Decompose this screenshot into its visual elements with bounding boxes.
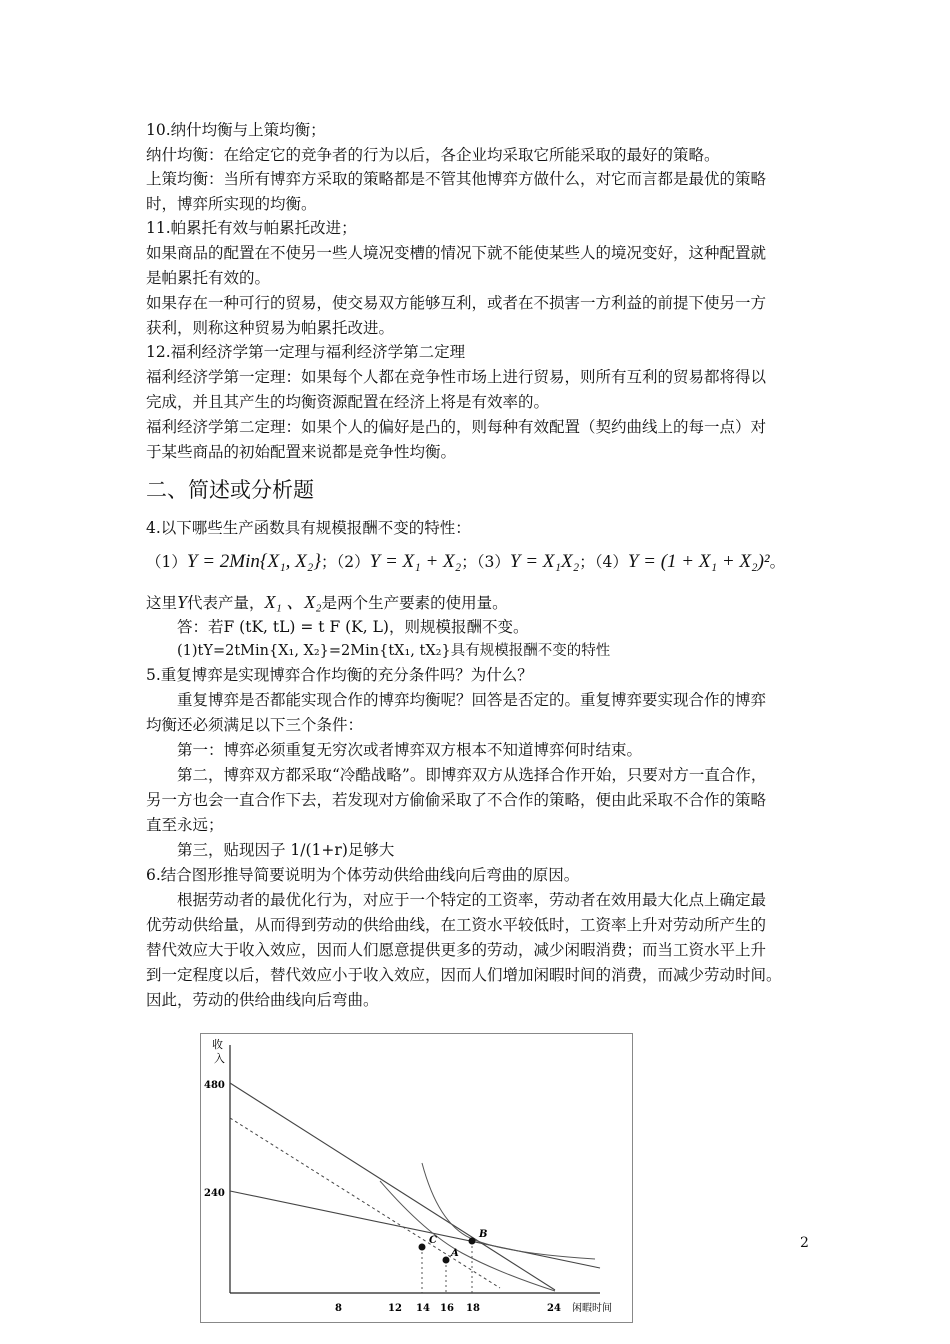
labor-supply-figure	[200, 1033, 633, 1323]
point-c	[419, 1244, 426, 1251]
label-c: C	[429, 1235, 437, 1246]
text-line: 完成，并且其产生的均衡资源配置在经济上将是有效率的。	[146, 393, 550, 411]
point-b	[469, 1238, 476, 1245]
y-tick-240: 240	[204, 1188, 225, 1199]
text-line: 福利经济学第二定理：如果个人的偏好是凸的，则每种有效配置（契约曲线上的每一点）对	[146, 418, 767, 436]
question-6-title: 6.结合图形推导简要说明为个体劳动供给曲线向后弯曲的原因。	[146, 866, 580, 884]
x-tick: 16	[440, 1303, 454, 1314]
text-line: 根据劳动者的最优化行为，对应于一个特定的工资率，劳动者在效用最大化点上确定最	[177, 891, 767, 909]
x-tick: 12	[388, 1303, 402, 1314]
section-heading: 二、简述或分析题	[146, 478, 314, 502]
text-line: 获利，则称这种贸易为帕累托改进。	[146, 319, 395, 337]
text-line: 10.纳什均衡与上策均衡；	[146, 121, 326, 139]
text-line: 福利经济学第一定理：如果每个人都在竞争性市场上进行贸易，则所有互利的贸易都将得以	[146, 368, 767, 386]
text-line: 到一定程度以后，替代效应小于收入效应，因而人们增加闲暇时间的消费，而减少劳动时间。	[146, 966, 782, 984]
text-line: 纳什均衡：在给定它的竞争者的行为以后，各企业均采取它所能采取的最好的策略。	[146, 146, 720, 164]
text-line: 重复博弈是否都能实现合作的博弈均衡呢？回答是否定的。重复博弈要实现合作的博弈	[177, 691, 767, 709]
text-line: 优劳动供给量，从而得到劳动的供给曲线，在工资水平较低时，工资率上升对劳动所产生的	[146, 916, 767, 934]
x-axis-label: 闲暇时间	[572, 1303, 612, 1314]
answer-line: (1)tY=2tMin{X₁, X₂}=2Min{tX₁, tX₂}具有规模报酬不变的特性	[177, 643, 611, 659]
answer-line: 答：若F (tK, tL) = t F (K, L)，则规模报酬不变。	[177, 618, 529, 636]
y-tick-480: 480	[204, 1080, 225, 1091]
y-label-top: 收	[212, 1038, 223, 1051]
text-line: 第二，博弈双方都采取“冷酷战略”。即博弈双方从选择合作开始，只要对方一直合作，	[177, 766, 767, 784]
text-line: 时，博弈所实现的均衡。	[146, 195, 317, 213]
x-tick: 14	[416, 1303, 430, 1314]
question-4-title: 4.以下哪些生产函数具有规模报酬不变的特性：	[146, 519, 471, 537]
text-line: 另一方也会一直合作下去，若发现对方偷偷采取了不合作的策略，便由此采取不合作的策略	[146, 791, 767, 809]
x-tick: 24	[547, 1303, 561, 1314]
text-line: 第一：博弈必须重复无穷次或者博弈双方根本不知道博弈何时结束。	[177, 741, 643, 759]
text-line: 第三，贴现因子 1/(1+r)足够大	[177, 841, 395, 859]
formula-1: Y = 2Min{X₁, X₂}	[186, 551, 321, 572]
text-line: 于某些商品的初始配置来说都是竞争性均衡。	[146, 443, 457, 461]
text-line: 如果商品的配置在不使另一些人境况变槽的情况下就不能使某些人的境况变好，这种配置就	[146, 244, 767, 262]
question-5-title: 5.重复博弈是实现博弈合作均衡的充分条件吗？为什么？	[146, 666, 533, 684]
text-line: 替代效应大于收入效应，因而人们愿意提供更多的劳动，减少闲暇消费；而当工资水平上升	[146, 941, 767, 959]
figure-frame	[201, 1034, 633, 1323]
x-tick: 8	[335, 1303, 342, 1314]
label-b: B	[479, 1229, 488, 1240]
variable-note: 这里Y代表产量，X₁ 、X₂是两个生产要素的使用量。	[146, 592, 508, 612]
point-a	[443, 1257, 450, 1264]
text-line: 直至永远；	[146, 816, 224, 834]
text-line: 是帕累托有效的。	[146, 269, 271, 287]
text-line: 均衡还必须满足以下三个条件：	[146, 716, 364, 734]
text-line: 上策均衡：当所有博弈方采取的策略都是不管其他博弈方做什么，对它而言都是最优的策略	[146, 170, 767, 188]
formula-4: Y = (1 + X₁ + X₂)²	[627, 551, 770, 572]
text-line: 12.福利经济学第一定理与福利经济学第二定理	[146, 343, 466, 361]
formula-3: Y = X₁X₂	[509, 551, 580, 572]
page-number: 2	[800, 1235, 809, 1251]
text-line: 11.帕累托有效与帕累托改进；	[146, 219, 357, 237]
text-line: 如果存在一种可行的贸易，使交易双方能够互利，或者在不损害一方利益的前提下使另一方	[146, 294, 767, 312]
label-a: A	[451, 1248, 459, 1259]
x-tick: 18	[466, 1303, 480, 1314]
text-line: 因此，劳动的供给曲线向后弯曲。	[146, 991, 379, 1009]
production-functions: （1）Y = 2Min{X₁, X₂}；（2）Y = X₁ + X₂；（3）Y = X₁X₂；（4）Y = (1 + X₁ + X₂)²。	[146, 551, 786, 572]
formula-2: Y = X₁ + X₂	[369, 551, 462, 572]
y-label-bottom: 入	[214, 1052, 225, 1065]
